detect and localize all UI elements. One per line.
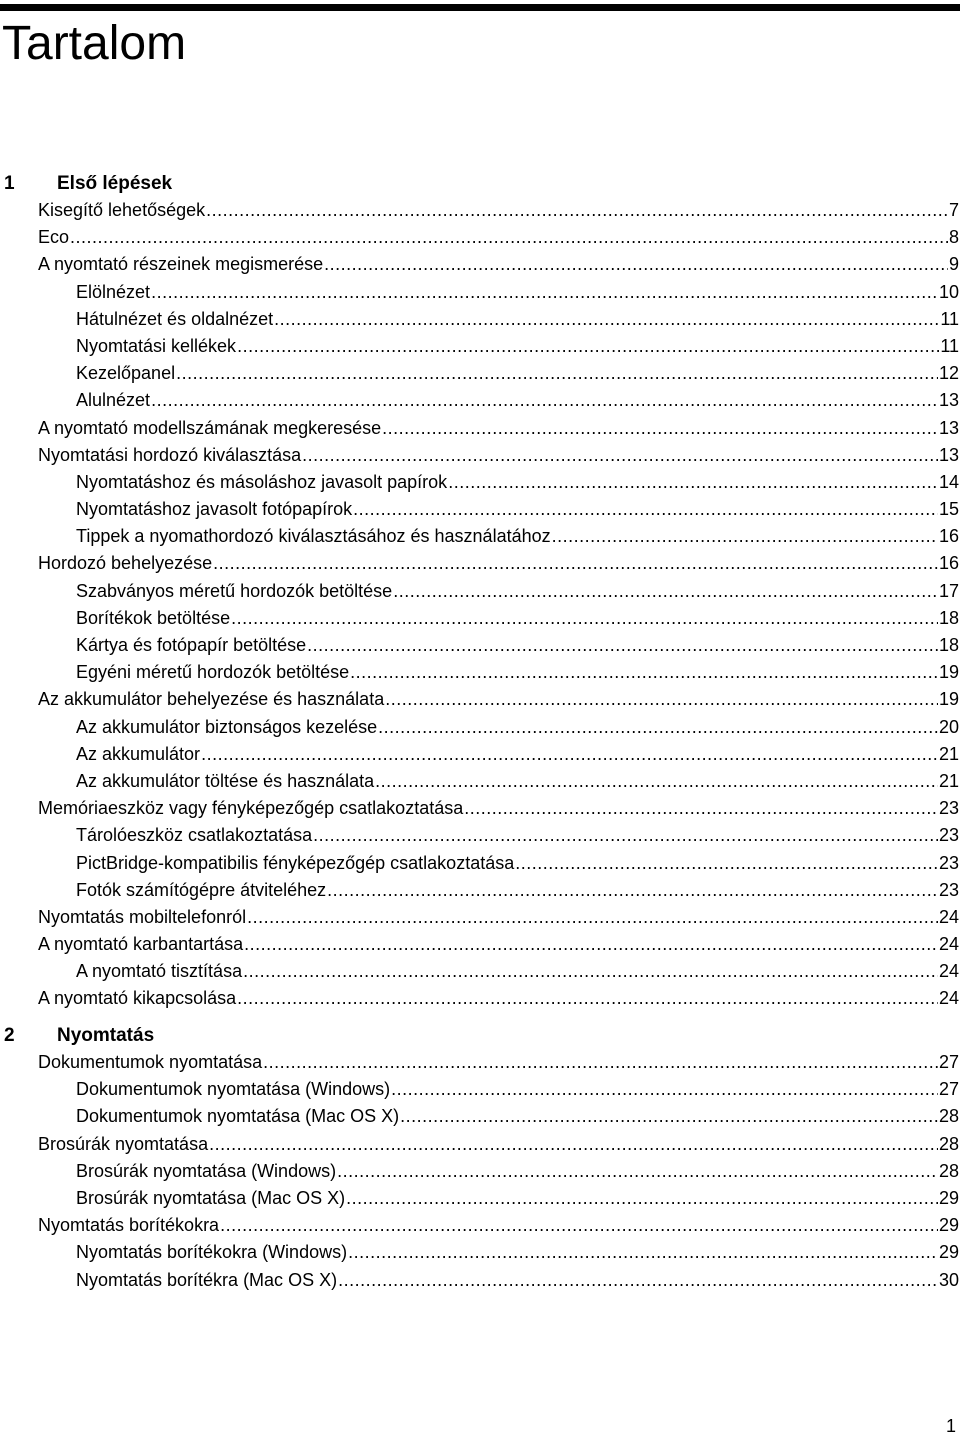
toc-entry-page: 28 — [938, 1160, 959, 1181]
toc-entry-page: 9 — [948, 254, 959, 275]
dot-leader — [70, 224, 948, 251]
toc-entry-title: Eco — [38, 227, 70, 248]
dot-leader — [263, 1049, 938, 1076]
toc-entry[interactable] — [76, 496, 960, 523]
toc-entry-title: Elölnézet — [76, 281, 151, 302]
toc-entry-title: Az akkumulátor biztonságos kezelése — [76, 716, 378, 737]
toc-entry-title: Fotók számítógépre átviteléhez — [76, 879, 327, 900]
toc-entry-page: 18 — [938, 635, 959, 655]
dot-leader — [237, 985, 938, 1012]
chapter-2 — [0, 1022, 960, 1294]
toc-entry-title: Nyomtatáshoz javasolt fotópapírok — [76, 499, 353, 520]
toc-entry-page: 8 — [948, 227, 959, 248]
toc-entry-page: 10 — [938, 281, 959, 302]
chapter-title: Első lépések — [57, 173, 173, 194]
toc-entry-page: 28 — [938, 1133, 959, 1154]
toc-entry-page: 24 — [938, 961, 959, 982]
toc-entry-page: 23 — [938, 852, 959, 873]
dot-leader — [243, 958, 938, 985]
toc-entry-page: 15 — [938, 499, 959, 520]
dot-leader — [176, 360, 938, 387]
toc-entry-page: 19 — [938, 689, 959, 710]
toc-entry-title: Brosúrák nyomtatása — [38, 1133, 209, 1154]
toc-entry[interactable] — [76, 578, 960, 605]
toc-entry[interactable] — [76, 605, 960, 632]
chapter-heading[interactable] — [0, 170, 960, 197]
toc-entry[interactable] — [38, 415, 960, 442]
toc-entry[interactable] — [76, 1103, 960, 1130]
toc-entry[interactable] — [76, 306, 960, 333]
toc-entry[interactable] — [38, 795, 960, 822]
toc-entry[interactable] — [76, 333, 960, 360]
toc-entry-page: 24 — [938, 988, 959, 1009]
toc-entry-page: 11 — [940, 308, 959, 329]
toc-entry-page: 21 — [938, 770, 959, 791]
dot-leader — [237, 333, 939, 360]
toc-entry-page: 16 — [938, 526, 959, 547]
toc-entry-title: Az akkumulátor behelyezése és használata — [38, 689, 385, 710]
toc-entry[interactable] — [38, 550, 960, 577]
toc-entry[interactable] — [38, 1131, 960, 1158]
toc-entry[interactable] — [38, 1049, 960, 1076]
toc-entry[interactable] — [38, 197, 960, 224]
toc-entry-title: Borítékok betöltése — [76, 607, 231, 628]
toc-entry[interactable] — [76, 714, 960, 741]
chapter-title: Nyomtatás — [57, 1025, 155, 1046]
toc-entry-title: Kezelőpanel — [76, 363, 176, 384]
toc-entry[interactable] — [76, 659, 960, 686]
toc-entry-title: A nyomtató modellszámának megkeresése — [38, 417, 382, 438]
toc-entry-title: A nyomtató karbantartása — [38, 934, 244, 955]
toc-entry-page: 12 — [938, 363, 959, 384]
page-title: Tartalom — [2, 17, 187, 70]
toc-entry-page: 27 — [938, 1079, 959, 1100]
toc-entry-title: Dokumentumok nyomtatása — [38, 1052, 263, 1072]
dot-leader — [209, 1131, 938, 1158]
toc-entry-page: 30 — [938, 1269, 959, 1290]
toc-entry[interactable] — [38, 686, 960, 713]
toc-entry-page: 29 — [938, 1187, 959, 1208]
toc-entry-title: Kártya és fotópapír betöltése — [76, 635, 307, 655]
toc-entry[interactable] — [76, 1158, 960, 1185]
toc-entry[interactable] — [76, 632, 960, 659]
toc-entry-title: Brosúrák nyomtatása (Windows) — [76, 1160, 337, 1181]
toc-entry-page: 27 — [938, 1052, 959, 1072]
dot-leader — [464, 795, 938, 822]
dot-leader — [382, 415, 938, 442]
toc-entry-title: A nyomtató kikapcsolása — [38, 988, 237, 1009]
toc-entry[interactable] — [38, 931, 960, 958]
dot-leader — [151, 387, 938, 414]
dot-leader — [247, 904, 938, 931]
toc-entry-title: Dokumentumok nyomtatása (Windows) — [76, 1079, 391, 1100]
toc-entry[interactable] — [38, 904, 960, 931]
toc-entry[interactable] — [76, 1185, 960, 1212]
toc-entry-page: 24 — [938, 934, 959, 955]
toc-entry-page: 23 — [938, 825, 959, 846]
toc-entry-title: Tárolóeszköz csatlakoztatása — [76, 825, 313, 846]
toc-entry-page: 23 — [938, 798, 959, 819]
toc-entry-title: A nyomtató tisztítása — [76, 961, 243, 982]
toc-entry-page: 13 — [938, 444, 959, 465]
toc-entry-title: Nyomtatási hordozó kiválasztása — [38, 444, 302, 465]
toc-entry-title: A nyomtató részeinek megismerése — [38, 254, 324, 275]
toc-entry[interactable] — [76, 387, 960, 414]
toc-entry[interactable] — [76, 768, 960, 795]
dot-leader — [393, 578, 938, 605]
dot-leader — [552, 523, 938, 550]
toc-entry[interactable] — [76, 360, 960, 387]
toc-entry-title: Alulnézet — [76, 390, 151, 411]
dot-leader — [400, 1103, 938, 1130]
toc-entry[interactable] — [76, 1076, 960, 1103]
dot-leader — [206, 197, 948, 224]
toc-entry-title: Dokumentumok nyomtatása (Mac OS X) — [76, 1106, 400, 1127]
toc-entry[interactable] — [76, 1267, 960, 1294]
dot-leader — [324, 251, 948, 278]
dot-leader — [231, 605, 938, 632]
toc-entry[interactable] — [76, 877, 960, 904]
toc-entry-title: Memóriaeszköz vagy fényképezőgép csatlakoztatása — [38, 798, 464, 819]
dot-leader — [515, 850, 938, 877]
toc-entry-title: Az akkumulátor — [76, 743, 201, 764]
toc-entry-title: Brosúrák nyomtatása (Mac OS X) — [76, 1187, 346, 1208]
dot-leader — [274, 306, 939, 333]
chapter-heading[interactable] — [0, 1022, 960, 1049]
toc-entry[interactable] — [76, 850, 960, 877]
toc-entry[interactable] — [38, 1212, 960, 1239]
dot-leader — [378, 714, 938, 741]
dot-leader — [348, 1239, 938, 1266]
toc-entry-title: Nyomtatáshoz és másoláshoz javasolt papírok — [76, 471, 448, 492]
toc-entry[interactable] — [76, 279, 960, 306]
toc-entry-title: Tippek a nyomathordozó kiválasztásához és használatához — [76, 526, 551, 547]
dot-leader — [220, 1212, 938, 1239]
toc-entry-title: Nyomtatás borítékokra (Windows) — [76, 1242, 348, 1263]
toc-entry-title: PictBridge-kompatibilis fényképezőgép csatlakoztatása — [76, 852, 515, 873]
toc-entry[interactable] — [38, 251, 960, 278]
dot-leader — [346, 1185, 938, 1212]
toc-entry-title: Nyomtatás borítékokra — [38, 1215, 220, 1236]
dot-leader — [307, 632, 938, 659]
dot-leader — [313, 822, 938, 849]
toc-entry-page: 23 — [938, 879, 959, 900]
toc-entry-title: Hordozó behelyezése — [38, 553, 213, 574]
dot-leader — [337, 1158, 938, 1185]
dot-leader — [151, 279, 938, 306]
chapter-number: 2 — [4, 1025, 15, 1046]
dot-leader — [350, 659, 938, 686]
toc-entry-page: 13 — [938, 390, 959, 411]
toc-entry-page: 7 — [948, 200, 959, 220]
toc-entry-title: Hátulnézet és oldalnézet — [76, 308, 274, 329]
toc-entry[interactable] — [38, 442, 960, 469]
toc-entry[interactable] — [76, 1239, 960, 1266]
toc-entry-title: Egyéni méretű hordozók betöltése — [76, 662, 350, 683]
chapter-number: 1 — [4, 173, 15, 194]
toc-entry[interactable] — [76, 958, 960, 985]
toc-entry-list — [0, 1049, 960, 1294]
toc-entry[interactable] — [38, 224, 960, 251]
toc-entry-title: Nyomtatás mobiltelefonról — [38, 906, 247, 927]
toc-entry-page: 18 — [938, 607, 959, 628]
toc-entry-page: 16 — [938, 553, 959, 574]
dot-leader — [448, 469, 938, 496]
toc-entry-page: 14 — [938, 471, 959, 492]
toc-entry-page: 29 — [938, 1242, 959, 1263]
toc-entry-page: 17 — [938, 580, 959, 601]
toc-entry-page: 28 — [938, 1106, 959, 1127]
toc-entry-title: Az akkumulátor töltése és használata — [76, 770, 375, 791]
dot-leader — [353, 496, 938, 523]
toc-entry-page: 13 — [938, 417, 959, 438]
toc-entry-page: 19 — [938, 662, 959, 683]
page-number: 1 — [945, 1416, 956, 1436]
dot-leader — [327, 877, 938, 904]
toc-entry-title: Szabványos méretű hordozók betöltése — [76, 580, 393, 601]
dot-leader — [201, 741, 938, 768]
dot-leader — [213, 550, 938, 577]
toc-entry-title: Nyomtatás borítékra (Mac OS X) — [76, 1269, 338, 1290]
toc-entry-title: Nyomtatási kellékek — [76, 335, 237, 356]
toc-entry-page: 29 — [938, 1215, 959, 1236]
toc-entry[interactable] — [76, 822, 960, 849]
toc-entry[interactable] — [76, 469, 960, 496]
chapter-1 — [0, 170, 960, 1013]
header-rule — [0, 4, 960, 11]
toc-entry-list — [0, 197, 960, 1013]
toc-entry-page: 20 — [938, 716, 959, 737]
toc-entry-page: 24 — [938, 906, 959, 927]
toc-entry-page: 11 — [940, 335, 959, 356]
dot-leader — [302, 442, 938, 469]
toc-entry-page: 21 — [938, 743, 959, 764]
dot-leader — [244, 931, 938, 958]
toc-entry[interactable] — [76, 523, 960, 550]
dot-leader — [375, 768, 938, 795]
dot-leader — [385, 686, 938, 713]
toc-entry[interactable] — [38, 985, 960, 1012]
toc-entry[interactable] — [76, 741, 960, 768]
dot-leader — [391, 1076, 938, 1103]
toc-entry-title: Kisegítő lehetőségek — [38, 200, 206, 220]
dot-leader — [338, 1267, 938, 1294]
